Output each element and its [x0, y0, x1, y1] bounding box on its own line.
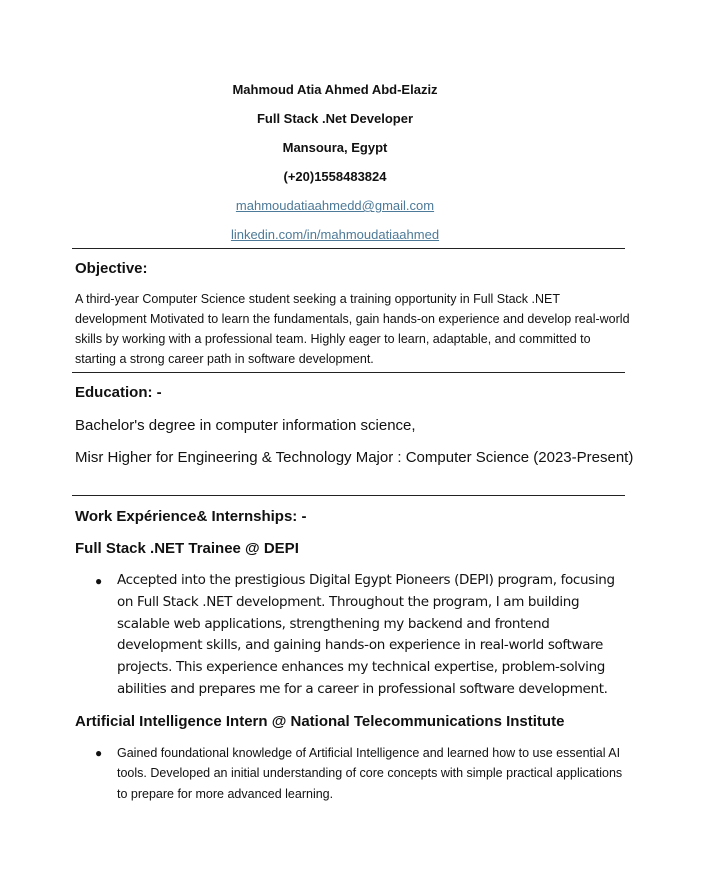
- candidate-phone: (+20)1558483824: [283, 169, 387, 184]
- linkedin-link[interactable]: linkedin.com/in/mahmoudatiaahmed: [230, 227, 440, 242]
- bullet-icon: ●: [95, 746, 103, 760]
- bullet-icon: ●: [95, 574, 103, 588]
- objective-text: A third-year Computer Science student seeking a training opportunity in Full Stack .NET development Motivated to learn the fundamentals, gain hands-on experience and develop real-world skills by working with a professional team. Highly eager to learn, adaptable, and committed to starting a strong career path in software development.: [75, 292, 630, 366]
- email-link[interactable]: mahmoudatiaahmedd@gmail.com: [235, 198, 435, 213]
- job-title: Artificial Intelligence Intern @ National Telecommunications Institute: [75, 713, 565, 730]
- candidate-title: Full Stack .Net Developer: [256, 111, 414, 126]
- candidate-location: Mansoura, Egypt: [282, 140, 388, 155]
- education-heading: Education: -: [75, 384, 162, 401]
- divider: [72, 495, 625, 496]
- divider: [72, 248, 625, 249]
- candidate-name: Mahmoud Atia Ahmed Abd-Elaziz: [232, 82, 438, 97]
- email-link-wrapper: [0, 198, 670, 213]
- linkedin-link-wrapper: [0, 227, 670, 242]
- divider: [72, 372, 625, 373]
- job-description: Accepted into the prestigious Digital Egypt Pioneers (DEPI) program, focusing on Full Stack .NET development. Throughout the program, I am building scalable web applications, strengthening my backend and frontend development skills, and gaining hands-on experience in real-world software projects. This experience enhances my technical expertise, problem-solving abilities and prepares me for a career in professional software development.: [117, 572, 615, 697]
- objective-heading: Objective:: [75, 260, 148, 277]
- education-institution: Misr Higher for Engineering & Technology Major : Computer Science (2023-Present): [75, 449, 634, 466]
- job-description: Gained foundational knowledge of Artificial Intelligence and learned how to use essential AI tools. Developed an initial understanding of core concepts with simple practical applications to prepare for more advanced learning.: [117, 746, 623, 801]
- job-title: Full Stack .NET Trainee @ DEPI: [75, 540, 299, 557]
- work-heading: Work Expérience& Internships: -: [75, 508, 307, 525]
- education-degree: Bachelor's degree in computer information science,: [75, 417, 416, 434]
